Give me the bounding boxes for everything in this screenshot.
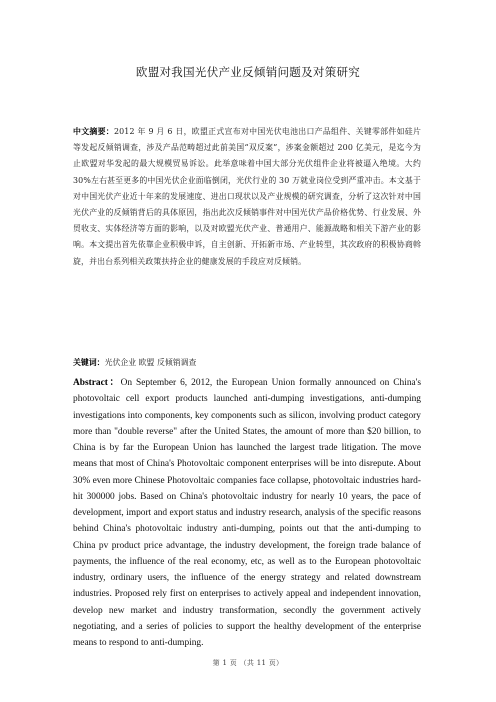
english-abstract-text: On September 6, 2012, the European Union formally announced on China's photovoltaic cell export products launched anti-dumping investigations, anti-dumping investigations into components, key components such as silicon, involving product category more than "double reverse" after the United States, the amount of more than $20 billion, to China is by far the European Union has launched the largest trade litigation. The move means that most of China's Photovoltaic component enterprises will be into disrepute. About 30% even more Chinese Photovoltaic companies face collapse, photovoltaic industries hard-hit 300000 jobs. Based on China's photovoltaic industry for nearly 10 years, the pace of development, import and export status and industry research, analysis of the specific reasons behind China's photovoltaic industry anti-dumping, points out that the anti-dumping to China pv product price advantage, the industry development, the foreign trade balance of payments, the influence of the real economy, etc, as well as to the European photovoltaic industry, ordinary users, the influence of the energy strategy and related downstream industries. Proposed rely first on enterprises to actively appeal and independent innovation, develop new market and industry transformation, secondly the government actively negotiating, and a series of policies to support the healthy development of the enterprise means to respond to anti-dumping. [73,378,422,648]
english-abstract-label: Abstract： [73,378,121,388]
chinese-abstract [73,124,421,270]
keywords [73,355,421,371]
keywords-text: 光伏企业 欧盟 反倾销调查 [104,358,197,367]
page-footer: 第 1 页 （共 11 页） [212,659,284,667]
chinese-abstract-text: 2012 年 9 月 6 日，欧盟正式宣布对中国光伏电池出口产品组件、关键零部件如硅片等发起反倾销调查，涉及产品范畴超过此前美国“双反案”，涉案金额超过 200 亿美元，是迄今为止欧盟对华发起的最大规模贸易诉讼。此举意味着中国大部分光伏组件企业将被逼入绝境。大约 30%左右甚至更多的中国光伏企业面临倒闭，光伏行业的 30 万就业岗位受到严重冲击。本文基于对中国光伏产业近十年来的发展速度、进出口现状以及产业规模的研究调查，分析了这次针对中国光伏产业的反倾销背后的具体原因，指出此次反倾销事件对中国光伏产品价格优势、行业发展、外贸收支、实体经济等方面的影响，以及对欧盟光伏产业、普通用户、能源战略和相关下游产业的影响。本文提出首先依靠企业积极申诉，自主创新、开拓新市场、产业转型，其次政府的积极协商斡旋，并出台系列相关政策扶持企业的健康发展的手段应对反倾销。 [73,127,421,266]
document-title: 欧盟对我国光伏产业反倾销问题及对策研究 [135,65,361,79]
chinese-abstract-label: 中文摘要： [73,127,114,136]
english-abstract [73,375,421,651]
keywords-label: 关键词： [73,358,105,367]
